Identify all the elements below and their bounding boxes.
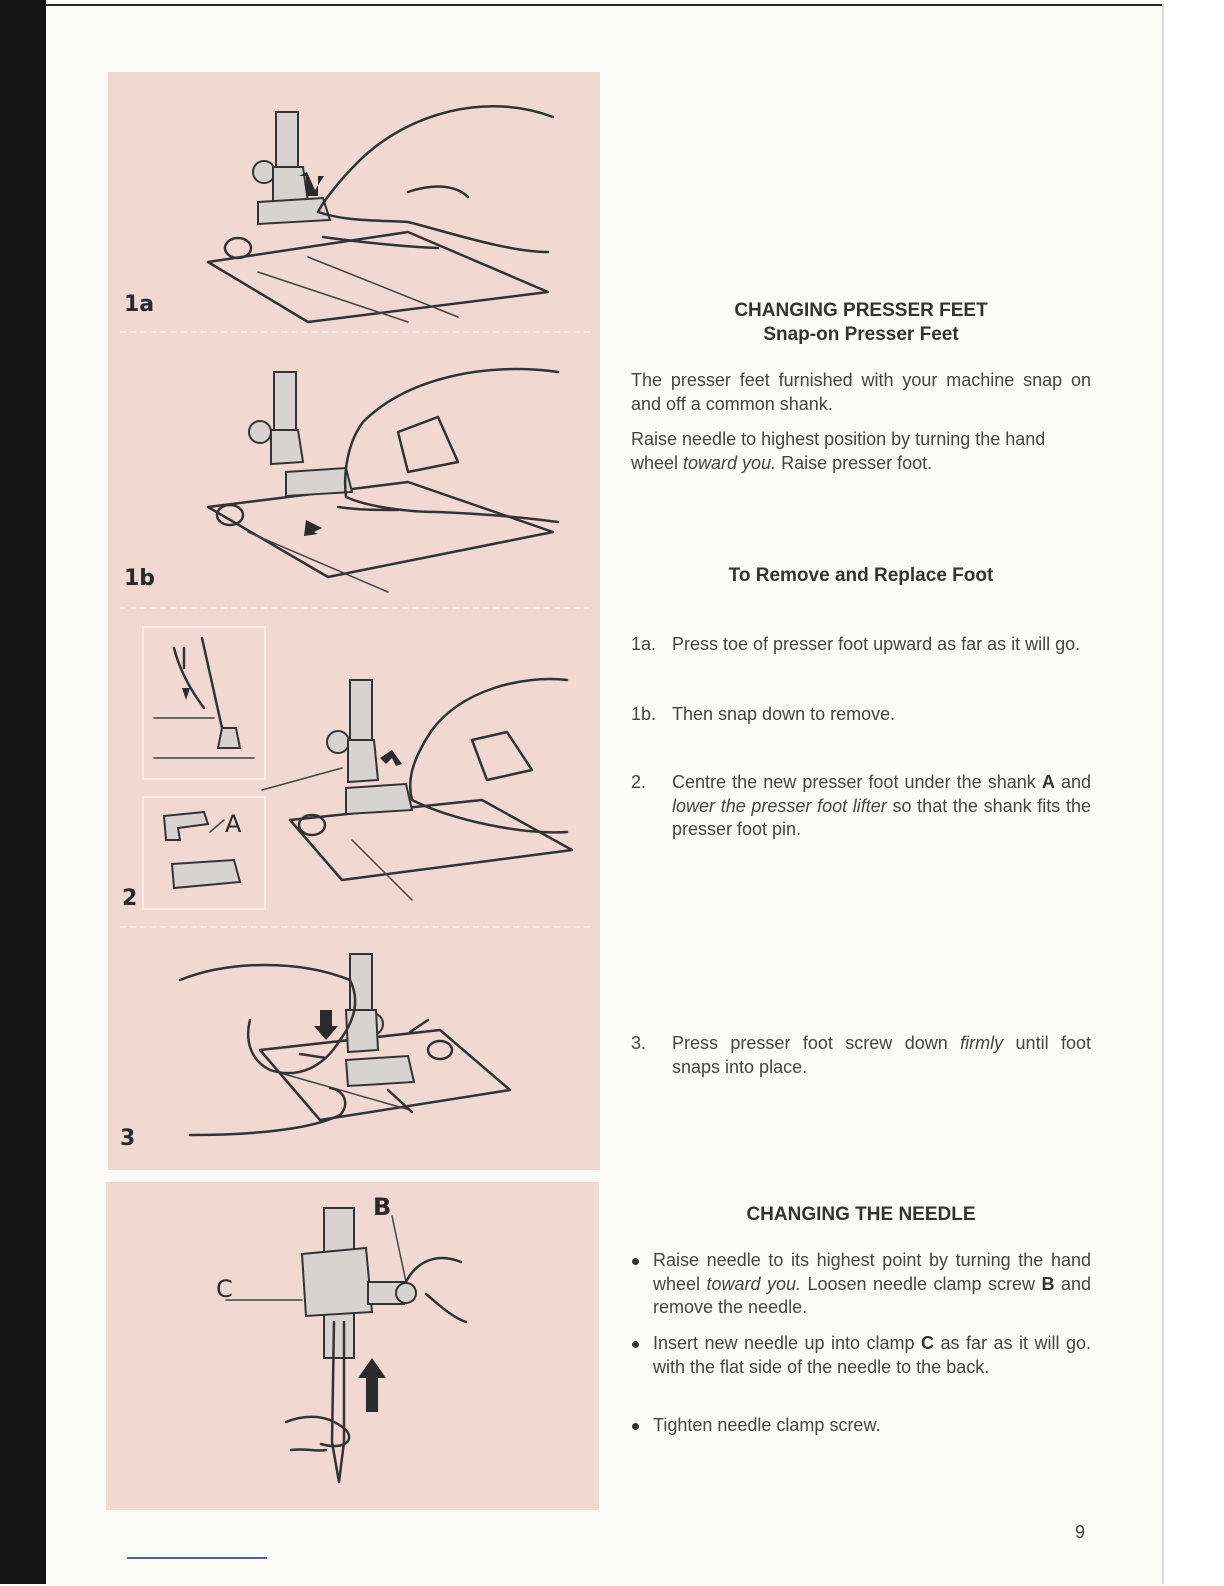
- callout-clamp-c: C: [216, 1275, 233, 1303]
- page-edge: [1162, 4, 1164, 1584]
- figure-2-inset-lifter-illustration: [144, 628, 262, 776]
- subsection-title-remove-replace: To Remove and Replace Foot: [728, 565, 994, 586]
- figure-3-illustration: [150, 940, 590, 1160]
- figure-1a-illustration: [108, 72, 600, 332]
- bullet-dot: [632, 1341, 639, 1348]
- bullet-dot: [632, 1423, 639, 1430]
- figure-divider: [120, 926, 590, 928]
- figure-label-1a: 1a: [124, 292, 155, 317]
- page-number: 9: [1075, 1522, 1086, 1542]
- section-subtitle-snap-on: Snap-on Presser Feet: [763, 324, 959, 345]
- needle-bullet-1: Raise needle to its highest point by turning the hand wheel toward you. Loosen needle clamp screw B and remove the needle.: [631, 1249, 1091, 1320]
- bullet-dot: [632, 1258, 639, 1265]
- section-title-changing-needle: CHANGING THE NEEDLE: [746, 1204, 976, 1225]
- figure-label-1b: 1b: [124, 566, 156, 591]
- callout-screw-b: B: [373, 1193, 392, 1221]
- callout-shank-a: A: [225, 810, 242, 838]
- needle-illustration: [106, 1182, 599, 1510]
- figure-1b-illustration: [108, 332, 600, 602]
- step-1b: 1b. Then snap down to remove.: [631, 704, 896, 724]
- step-3: 3. Press presser foot screw down firmly until foot snaps into place.: [631, 1033, 1091, 1077]
- figure-divider: [120, 607, 590, 609]
- page-binding: [0, 0, 46, 1584]
- raise-needle-paragraph: Raise needle to highest position by turning the hand wheel toward you. Raise presser foot.: [631, 429, 1046, 473]
- figure-label-2: 2: [122, 886, 138, 911]
- figure-2-inset-shank-illustration: [144, 798, 262, 904]
- needle-bullet-3: Tighten needle clamp screw.: [631, 1414, 1091, 1438]
- step-2: 2. Centre the new presser foot under the shank A and lower the presser foot lifter so that the shank fits the presser foot pin.: [631, 772, 1091, 839]
- step-1a: 1a. Press toe of presser foot upward as far as it will go.: [631, 634, 1081, 654]
- footer-rule: [127, 1557, 267, 1559]
- figure-label-3: 3: [120, 1126, 136, 1151]
- intro-paragraph: The presser feet furnished with your machine snap on and off a common shank.: [631, 370, 1091, 414]
- figure-2-illustration: [262, 650, 582, 910]
- needle-bullet-2: Insert new needle up into clamp C as far as it will go. with the flat side of the needle to the back.: [631, 1332, 1091, 1379]
- section-title-changing-presser-feet: CHANGING PRESSER FEET: [734, 300, 988, 321]
